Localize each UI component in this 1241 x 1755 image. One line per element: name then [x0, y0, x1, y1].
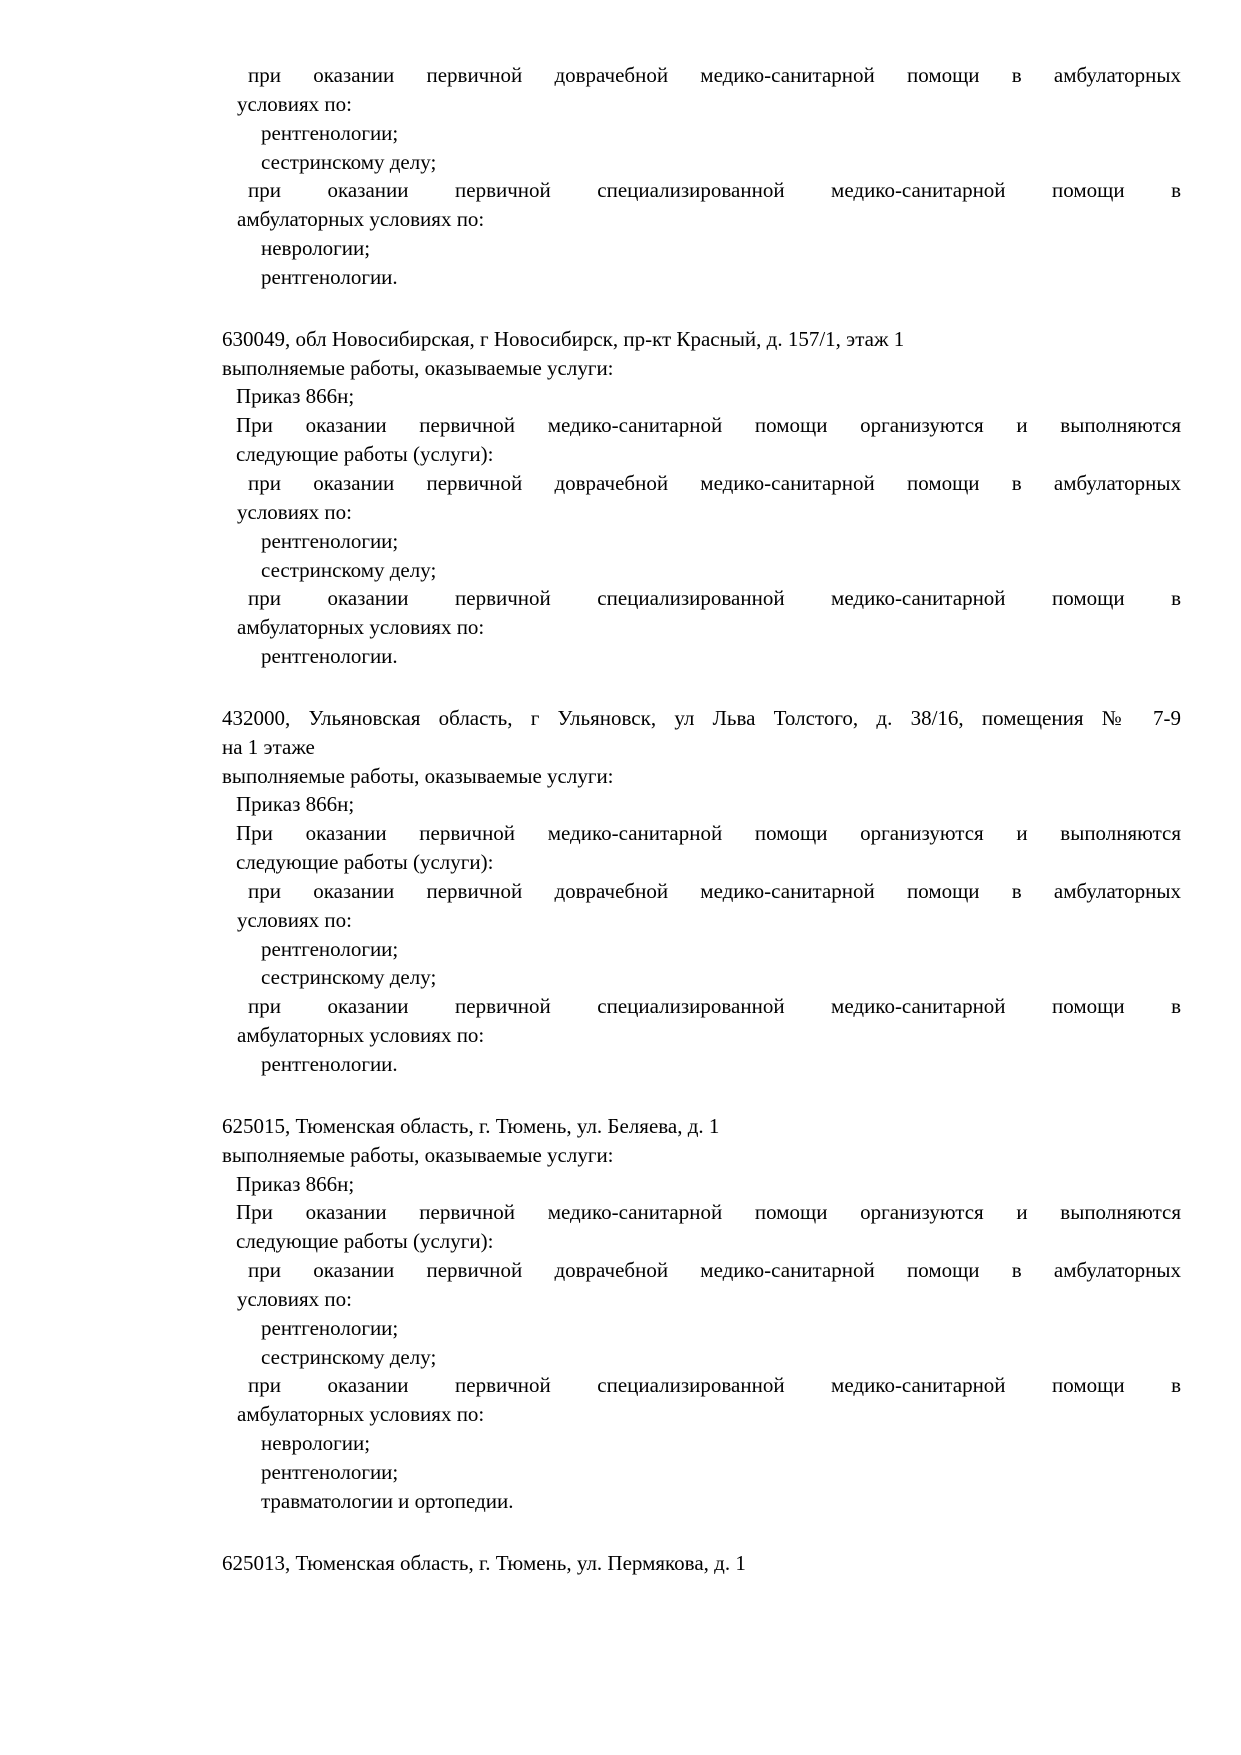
address-section — [0, 61, 1241, 292]
services-paragraph: При оказании первичной медико-санитарной помощи организуются и выполняются — [236, 413, 1181, 438]
specialty-item: сестринскому делу; — [261, 557, 437, 582]
care-type-line: при оказании первичной специализированной медико-санитарной помощи в — [248, 1373, 1181, 1398]
address-section — [0, 1549, 1241, 1578]
care-type-line: при оказании первичной специализированной медико-санитарной помощи в — [248, 586, 1181, 611]
care-type-continuation: условиях по: — [237, 499, 352, 524]
care-type-line: при оказании первичной доврачебной медико-санитарной помощи в амбулаторных — [248, 63, 1181, 87]
address-line: 625015, Тюменская область, г. Тюмень, ул. Беляева, д. 1 — [222, 1113, 720, 1138]
address-section — [0, 325, 1241, 671]
specialty-item: сестринскому делу; — [261, 1344, 437, 1369]
specialty-item: рентгенологии. — [261, 644, 398, 669]
care-type-continuation: амбулаторных условиях по: — [237, 615, 485, 640]
care-type-continuation: амбулаторных условиях по: — [237, 207, 485, 232]
address-line: 625013, Тюменская область, г. Тюмень, ул. Пермякова, д. 1 — [222, 1550, 746, 1575]
care-type-continuation: амбулаторных условиях по: — [237, 1402, 485, 1427]
care-type-continuation: условиях по: — [237, 1286, 352, 1311]
specialty-item: рентгенологии; — [261, 1315, 399, 1340]
care-type-continuation: условиях по: — [237, 907, 352, 932]
order-reference: Приказ 866н; — [236, 384, 355, 409]
services-paragraph: При оказании первичной медико-санитарной помощи организуются и выполняются — [236, 821, 1181, 846]
specialty-item: рентгенологии; — [261, 1459, 399, 1484]
specialty-item: неврологии; — [261, 1431, 371, 1456]
address-line: 630049, обл Новосибирская, г Новосибирск, пр-кт Красный, д. 157/1, этаж 1 — [222, 326, 905, 351]
address-line: 432000, Ульяновская область, г Ульяновск, ул Льва Толстого, д. 38/16, помещения № 7-9 — [222, 705, 1181, 730]
specialty-item: неврологии; — [261, 236, 371, 261]
specialty-item: рентгенологии; — [261, 528, 399, 553]
care-type-line: при оказании первичной доврачебной медико-санитарной помощи в амбулаторных — [248, 1258, 1181, 1283]
specialty-item: сестринскому делу; — [261, 965, 437, 990]
address-line: на 1 этаже — [222, 734, 315, 759]
order-reference: Приказ 866н; — [236, 792, 355, 817]
document-page — [0, 61, 1241, 1578]
services-paragraph: При оказании первичной медико-санитарной помощи организуются и выполняются — [236, 1200, 1181, 1225]
specialty-item: рентгенологии. — [261, 1052, 398, 1076]
address-section — [0, 704, 1241, 1079]
care-type-line: при оказании первичной специализированной медико-санитарной помощи в — [248, 178, 1181, 203]
address-section — [0, 1112, 1241, 1516]
services-paragraph: следующие работы (услуги): — [236, 1229, 494, 1254]
specialty-item: рентгенологии; — [261, 936, 399, 961]
specialty-item: рентгенологии. — [261, 264, 398, 289]
care-type-line: при оказании первичной доврачебной медико-санитарной помощи в амбулаторных — [248, 470, 1181, 495]
services-paragraph: следующие работы (услуги): — [236, 442, 494, 467]
services-paragraph: следующие работы (услуги): — [236, 850, 494, 875]
services-heading: выполняемые работы, оказываемые услуги: — [222, 355, 614, 380]
care-type-continuation: амбулаторных условиях по: — [237, 1023, 485, 1048]
specialty-item: сестринскому делу; — [261, 149, 437, 174]
care-type-line: при оказании первичной специализированной медико-санитарной помощи в — [248, 994, 1181, 1019]
services-heading: выполняемые работы, оказываемые услуги: — [222, 763, 614, 788]
services-heading: выполняемые работы, оказываемые услуги: — [222, 1142, 614, 1167]
specialty-item: травматологии и ортопедии. — [261, 1488, 514, 1513]
order-reference: Приказ 866н; — [236, 1171, 355, 1196]
care-type-line: при оказании первичной доврачебной медико-санитарной помощи в амбулаторных — [248, 878, 1181, 903]
specialty-item: рентгенологии; — [261, 120, 399, 145]
care-type-continuation: условиях по: — [237, 91, 352, 116]
